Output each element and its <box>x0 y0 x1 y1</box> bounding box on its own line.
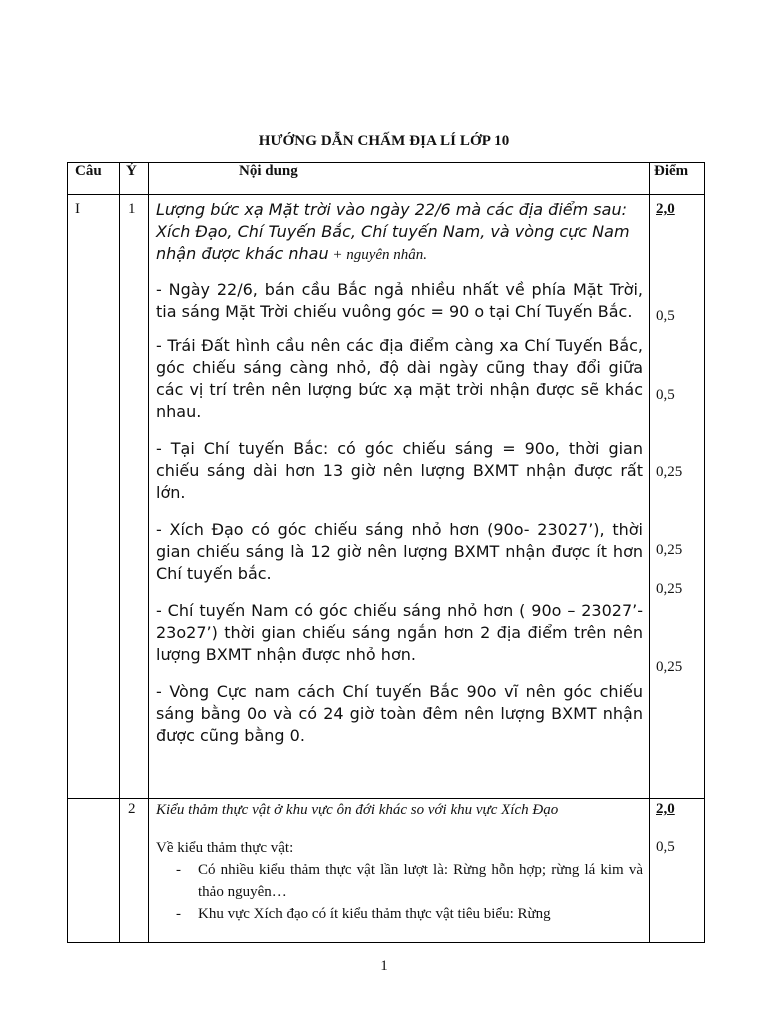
header-diem: Điểm <box>650 163 705 195</box>
cell-y: 1 <box>120 195 149 799</box>
list-item <box>176 903 643 925</box>
answer-paragraph: - Chí tuyến Nam có góc chiếu sáng nhỏ hơn ( 90o – 23027’- 23o27’) thời gian chiếu sáng ngắn hơn 2 địa điểm trên nên lượng BXMT nhận được nhỏ hơn. <box>156 601 643 664</box>
question-intro-italic: Lượng bức xạ Mặt trời vào ngày 22/6 mà các địa điểm sau: Xích Đạo, Chí Tuyến Bắc, Chí tuyến Nam, và vòng cực Nam nhận được khác nhau <box>156 200 630 263</box>
answer-paragraph: - Trái Đất hình cầu nên các địa điểm càng xa Chí Tuyến Bắc, góc chiếu sáng càng nhỏ, độ dài ngày cũng thay đổi giữa các vị trí trên nên lượng bức xạ mặt trời nhận được sẽ khác nhau. <box>156 336 643 421</box>
cell-cau <box>68 799 120 943</box>
cell-noi-dung <box>149 799 650 943</box>
score-item: 0,25 <box>656 659 683 675</box>
bullet-mark: - <box>176 862 181 878</box>
list-item-text: Có nhiều kiểu thảm thực vật lần lượt là: Rừng hỗn hợp; rừng lá kim và thảo nguyên… <box>198 862 643 900</box>
cell-cau: I <box>68 195 120 799</box>
answer-paragraph: - Ngày 22/6, bán cầu Bắc ngả nhiều nhất về phía Mặt Trời, tia sáng Mặt Trời chiếu vuông góc = 90 o tại Chí Tuyến Bắc. <box>156 280 643 321</box>
question-intro-tail: + nguyên nhân. <box>328 247 428 263</box>
header-cau: Câu <box>68 163 120 195</box>
score-item: 0,5 <box>656 387 675 403</box>
table-header-row <box>68 163 705 195</box>
header-noi-dung: Nội dung <box>149 163 650 195</box>
score-item: 0,5 <box>656 839 675 855</box>
score-item: 0,25 <box>656 464 683 480</box>
cell-noi-dung <box>149 195 650 799</box>
question-intro <box>156 199 643 265</box>
table-row <box>68 195 705 799</box>
question-intro: Kiểu thảm thực vật ở khu vực ôn đới khác so với khu vực Xích Đạo <box>156 802 559 818</box>
cell-diem <box>650 799 705 943</box>
answer-paragraph: - Xích Đạo có góc chiếu sáng nhỏ hơn (90o- 23027’), thời gian chiếu sáng là 12 giờ nên lượng BXMT nhận được ít hơn Chí tuyến bắc. <box>156 520 643 583</box>
sub-heading: Về kiểu thảm thực vật: <box>156 840 294 856</box>
page-number: 1 <box>380 958 388 974</box>
answer-paragraph: - Vòng Cực nam cách Chí tuyến Bắc 90o vĩ nên góc chiếu sáng bằng 0o và có 24 giờ toàn đêm nên lượng BXMT nhận được cũng bằng 0. <box>156 682 643 745</box>
score-item: 0,5 <box>656 308 675 324</box>
score-total: 2,0 <box>656 201 675 217</box>
bullet-list <box>156 859 643 925</box>
grading-table <box>67 162 705 943</box>
score-item: 0,25 <box>656 542 683 558</box>
bullet-mark: - <box>176 906 181 922</box>
cell-y: 2 <box>120 799 149 943</box>
list-item-text: Khu vực Xích đạo có ít kiểu thảm thực vật tiêu biểu: Rừng <box>198 906 551 922</box>
answer-paragraph: - Tại Chí tuyến Bắc: có góc chiếu sáng = 90o, thời gian chiếu sáng dài hơn 13 giờ nên lượng BXMT nhận được rất lớn. <box>156 439 643 502</box>
list-item <box>176 859 643 903</box>
cell-diem <box>650 195 705 799</box>
score-item: 0,25 <box>656 581 683 597</box>
table-row <box>68 799 705 943</box>
document-title: HƯỚNG DẪN CHẤM ĐỊA LÍ LỚP 10 <box>258 133 510 149</box>
score-total: 2,0 <box>656 801 675 817</box>
header-y: Ý <box>120 163 149 195</box>
